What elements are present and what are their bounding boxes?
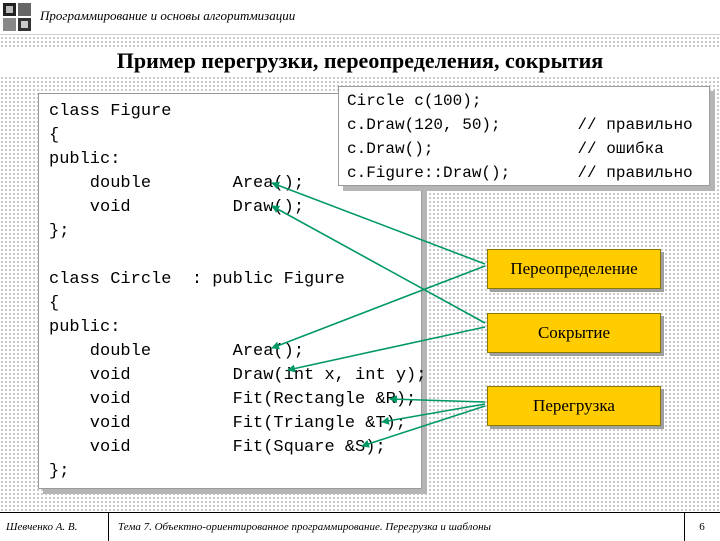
call-example-panel xyxy=(338,86,710,186)
code-line: public: xyxy=(49,150,121,169)
hiding-label: Сокрытие xyxy=(487,313,661,353)
footer-author: Шевченко А. В. xyxy=(6,521,78,533)
code-line: void Fit(Triangle &T); xyxy=(49,414,407,433)
code-line: class Figure xyxy=(49,102,172,121)
header-title: Программирование и основы алгоритмизации xyxy=(40,8,296,23)
code-line: public: xyxy=(49,318,121,337)
code-line: void Fit(Square &S); xyxy=(49,438,386,457)
call-line: c.Draw(); // ошибка xyxy=(347,140,664,158)
grid-logo-icon xyxy=(2,2,32,32)
code-line: }; xyxy=(49,222,70,241)
code-line: { xyxy=(49,126,60,145)
code-line: void Draw(); xyxy=(49,198,305,217)
footer-topic: Тема 7. Объектно-ориентированное программирование. Перегрузка и шаблоны xyxy=(118,521,492,533)
code-line: }; xyxy=(49,462,70,481)
slide-title: Пример перегрузки, переопределения, сокрытия xyxy=(0,47,720,75)
footer-divider xyxy=(108,513,109,541)
call-line: c.Draw(120, 50); // правильно xyxy=(347,116,693,134)
code-line: void Fit(Rectangle &R); xyxy=(49,390,417,409)
call-line: Circle c(100); xyxy=(347,92,482,110)
page-number: 6 xyxy=(699,521,705,533)
code-line: { xyxy=(49,294,60,313)
code-line: double Area(); xyxy=(49,174,305,193)
code-line: double Area(); xyxy=(49,342,305,361)
header-bar xyxy=(0,0,720,35)
override-label: Переопределение xyxy=(487,249,661,289)
code-line: void Draw(int x, int y); xyxy=(49,366,427,385)
code-line: class Circle : public Figure xyxy=(49,270,345,289)
footer-bar xyxy=(0,512,720,541)
overload-label: Перегрузка xyxy=(487,386,661,426)
footer-divider xyxy=(684,513,685,541)
call-line: c.Figure::Draw(); // правильно xyxy=(347,164,693,182)
